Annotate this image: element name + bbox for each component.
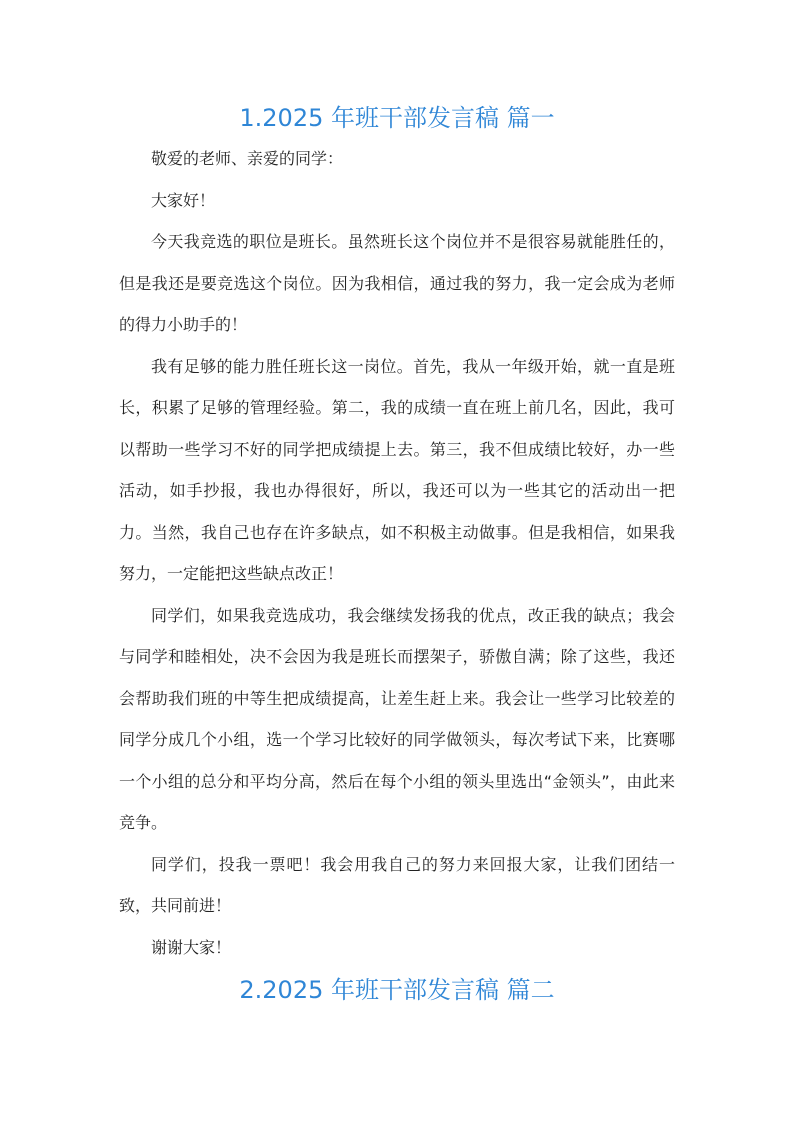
section-1-title: 1.2025 年班干部发言稿 篇一	[239, 104, 555, 132]
body-paragraph: 今天我竞选的职位是班长。虽然班长这个岗位并不是很容易就能胜任的，但是我还是要竞选这个岗位。因为我相信，通过我的努力，我一定会成为老师的得力小助手的！	[119, 232, 675, 334]
body-paragraph: 同学们，投我一票吧！我会用我自己的努力来回报大家，让我们团结一致，共同前进！	[119, 854, 675, 915]
body-paragraph: 同学们，如果我竞选成功，我会继续发扬我的优点，改正我的缺点；我会与同学和睦相处，决不会因为我是班长而摆架子，骄傲自满；除了这些，我还会帮助我们班的中等生把成绩提高，让差生赶上来。我会让一些学习比较差的同学分成几个小组，选一个学习比较好的同学做领头，每次考试下来，比赛哪一个小组的总分和平均分高，然后在每个小组的领头里选出“金领头”，由此来竞争。	[119, 605, 675, 832]
section-2-title: 2.2025 年班干部发言稿 篇二	[239, 976, 555, 1004]
document-body	[119, 98, 675, 1010]
salutation-paragraph: 敬爱的老师、亲爱的同学：	[151, 149, 344, 168]
body-paragraph: 我有足够的能力胜任班长这一岗位。首先，我从一年级开始，就一直是班长，积累了足够的管理经验。第二，我的成绩一直在班上前几名，因此，我可以帮助一些学习不好的同学把成绩提上去。第三，我不但成绩比较好，办一些活动，如手抄报，我也办得很好，所以，我还可以为一些其它的活动出一把力。当然，我自己也存在许多缺点，如不积极主动做事。但是我相信，如果我努力，一定能把这些缺点改正！	[119, 356, 675, 583]
closing-paragraph: 谢谢大家！	[151, 937, 232, 957]
greeting-paragraph: 大家好！	[151, 190, 216, 210]
